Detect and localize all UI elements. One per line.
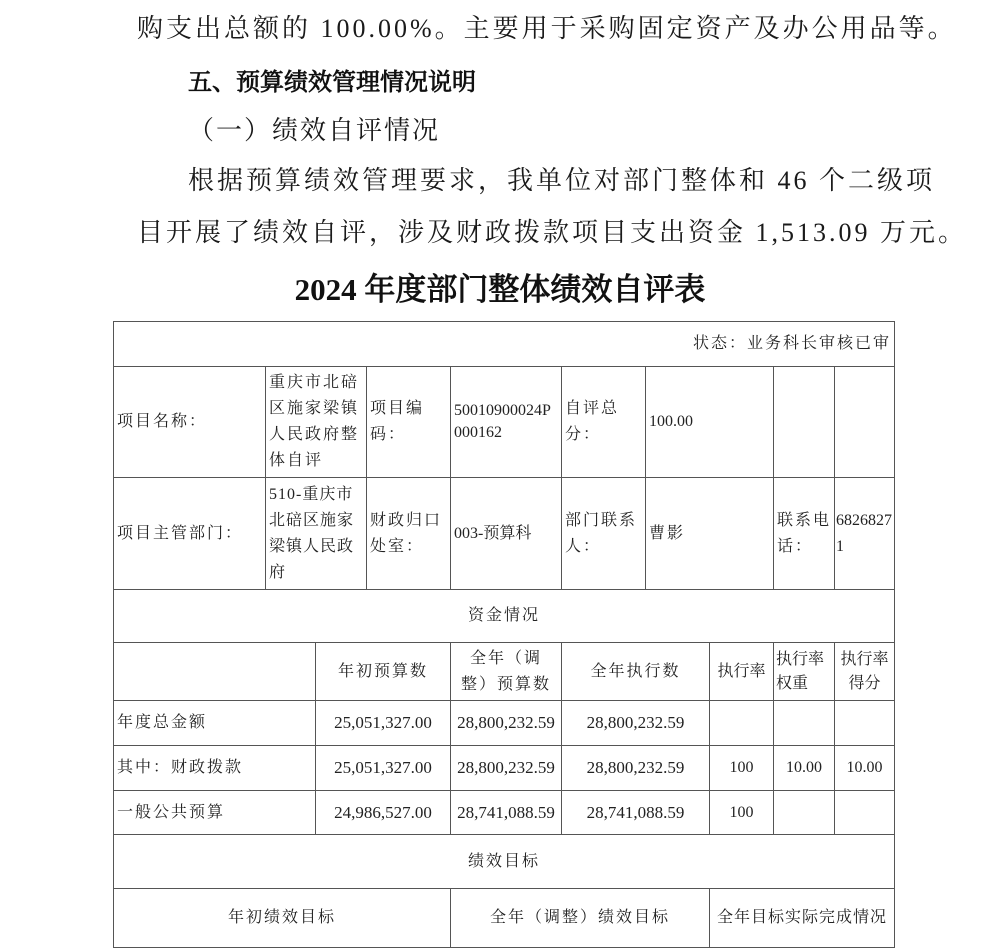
- funds-header-score: 执行率得分: [834, 642, 895, 701]
- project-code-value: 50010900024P000162: [450, 366, 562, 478]
- funds-cell-exec-rate: [709, 700, 774, 746]
- project-code-label: 项目编码：: [366, 366, 451, 478]
- project-name-value: 重庆市北碚区施家梁镇人民政府整体自评: [265, 366, 367, 478]
- funds-header-executed: 全年执行数: [561, 642, 710, 701]
- finance-office-label: 财政归口处室：: [366, 477, 451, 590]
- funds-cell-executed: 28,800,232.59: [561, 700, 710, 746]
- funds-header-weight: 执行率权重: [773, 642, 835, 701]
- funds-cell-row-label: 一般公共预算: [113, 790, 316, 835]
- contact-value: 曹影: [645, 477, 774, 590]
- funds-cell-exec-weight: [773, 790, 835, 835]
- funds-cell-exec-score: 10.00: [834, 745, 895, 791]
- funds-cell-executed: 28,741,088.59: [561, 790, 710, 835]
- self-score-value: 100.00: [645, 366, 774, 478]
- funds-header-adjusted-budget: 全年（调整）预算数: [450, 642, 562, 701]
- subsection-heading: （一）绩效自评情况: [188, 116, 441, 145]
- funds-cell-exec-score: [834, 700, 895, 746]
- funds-cell-adjusted-budget: 28,800,232.59: [450, 745, 562, 791]
- funds-cell-exec-weight: [773, 700, 835, 746]
- status-cell: [113, 321, 895, 367]
- self-score-label: 自评总分：: [561, 366, 646, 478]
- funds-cell-row-label: 年度总金额: [113, 700, 316, 746]
- empty-cell: [834, 366, 895, 478]
- perf-header-adjusted: 全年（调整）绩效目标: [450, 888, 710, 948]
- funds-cell-exec-weight: 10.00: [773, 745, 835, 791]
- phone-label: 联系电话：: [773, 477, 835, 590]
- contact-label: 部门联系人：: [561, 477, 646, 590]
- funds-cell-initial-budget: 25,051,327.00: [315, 700, 451, 746]
- phone-value: 68268271: [834, 477, 895, 590]
- dept-label: 项目主管部门：: [113, 477, 266, 590]
- funds-header-initial-budget: 年初预算数: [315, 642, 451, 701]
- paragraph-line: 目开展了绩效自评，涉及财政拨款项目支出资金 1,513.09 万元。: [137, 218, 968, 247]
- table-title: 2024 年度部门整体绩效自评表: [294, 272, 706, 307]
- funds-cell-exec-score: [834, 790, 895, 835]
- dept-value: 510-重庆市北碚区施家梁镇人民政府: [265, 477, 367, 590]
- perf-section-header: 绩效目标: [113, 834, 895, 889]
- funds-cell-executed: 28,800,232.59: [561, 745, 710, 791]
- funds-cell-exec-rate: 100: [709, 745, 774, 791]
- status-text: 状态：业务科长审核已审: [692, 335, 891, 352]
- paragraph-line: 购支出总额的 100.00%。主要用于采购固定资产及办公用品等。: [137, 14, 957, 43]
- funds-header-blank: [113, 642, 316, 701]
- finance-office-value: 003-预算科: [450, 477, 562, 590]
- section-heading: 五、预算绩效管理情况说明: [188, 68, 476, 96]
- funds-cell-row-label: 其中：财政拨款: [113, 745, 316, 791]
- funds-section-header: 资金情况: [113, 589, 895, 643]
- funds-header-exec-rate: 执行率: [709, 642, 774, 701]
- project-name-label: 项目名称：: [113, 366, 266, 478]
- paragraph-line: 根据预算绩效管理要求，我单位对部门整体和 46 个二级项: [188, 166, 936, 195]
- funds-cell-adjusted-budget: 28,800,232.59: [450, 700, 562, 746]
- funds-cell-exec-rate: 100: [709, 790, 774, 835]
- funds-cell-initial-budget: 25,051,327.00: [315, 745, 451, 791]
- funds-cell-initial-budget: 24,986,527.00: [315, 790, 451, 835]
- empty-cell: [773, 366, 835, 478]
- funds-cell-adjusted-budget: 28,741,088.59: [450, 790, 562, 835]
- perf-header-initial: 年初绩效目标: [113, 888, 451, 948]
- perf-header-actual: 全年目标实际完成情况: [709, 888, 895, 948]
